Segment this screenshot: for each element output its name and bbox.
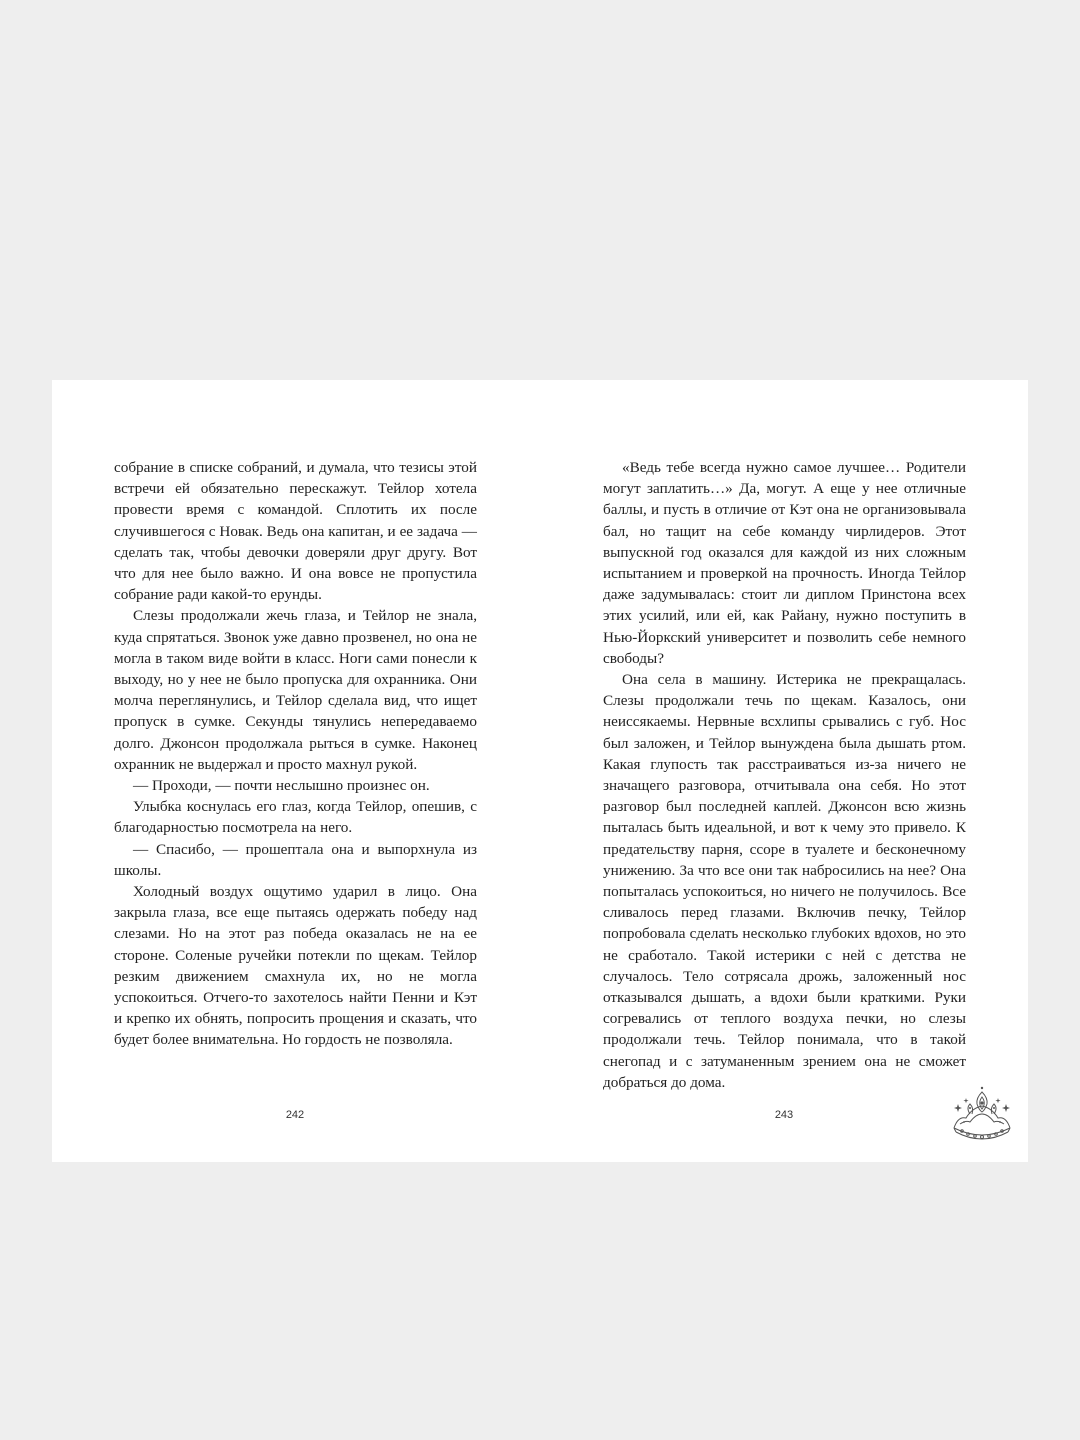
paragraph: Она села в машину. Истерика не прекращалась. Слезы продолжали течь по щекам. Казалось, они неиссякаемы. Нервные всхлипы срывались с губ. Нос был заложен, и Тейлор вынуждена была дышать ртом. Какая глупость так расстраиваться из-за ничего не значащего разговора, отчитывала она себя. Но этот разговор был последней каплей. Джонсон всю жизнь пыталась быть идеальной, и вот к чему это привело. К предательству парня, ссоре в туалете и бесконечному унижению. За что все они так набросились на нее? Она попыталась успокоиться, но ничего не получилось. Все сливалось перед глазами. Включив печку, Тейлор попробовала сделать несколько глубоких вдохов, но это не сработало. Такой истерики с ней с детства не случалось. Тело сотрясала дрожь, заложенный нос отказывался дышать, а вдохи были краткими. Руки согревались от теплого воздуха печки, но слезы продолжали течь. Тейлор понимала, что в такой снегопад и с затуманенным зрением она не сможет добраться до дома. [603,671,966,1091]
page-number-right: 243 [774,1109,794,1121]
right-page-text [603,457,966,1093]
paragraph: Слезы продолжали жечь глаза, и Тейлор не знала, куда спрятаться. Звонок уже давно прозвенел, но она не могла в таком виде войти в класс. Ноги сами понесли к выходу, но у нее не было пропуска для охранника. Они молча переглянулись, и Тейлор сделала вид, что ищет пропуск в сумке. Секунды тянулись непередаваемо долго. Джонсон продолжала рыться в сумке. Наконец охранник не выдержал и просто махнул рукой. [114,607,477,773]
paragraph: — Спасибо, — прошептала она и выпорхнула из школы. [114,840,477,879]
left-page-text [114,457,477,1051]
paragraph: Улыбка коснулась его глаз, когда Тейлор, опешив, с благодарностью посмотрела на него. [114,798,477,837]
paragraph: — Проходи, — почти неслышно произнес он. [133,777,430,795]
book-spread [52,380,1028,1162]
paragraph: «Ведь тебе всегда нужно самое лучшее… Родители могут заплатить…» Да, могут. А еще у нее отличные баллы, и пусть в отличие от Кэт она не организовывала бал, но тащит на себе команду чирлидеров. Этот выпускной год оказался для каждой из них сложным испытанием и проверкой на прочность. Иногда Тейлор даже задумывалась: стоит ли диплом Принстона всех этих усилий, или ей, как Райану, нужно поступить в Нью-Йоркский университет и позволить себе немного свободы? [603,459,966,667]
paragraph: собрание в списке собраний, и думала, что тезисы этой встречи ей обязательно перескажут. Тейлор хотела провести время с командой. Сплотить их после случившегося с Новак. Ведь она капитан, и ее задача — сделать так, чтобы девочки доверяли друг другу. Вот что для нее было важно. И она вовсе не пропустила собрание ради какой-то ерунды. [114,459,477,604]
tiara-icon [948,1084,1016,1148]
page-number-left: 242 [285,1109,305,1121]
paragraph: Холодный воздух ощутимо ударил в лицо. Она закрыла глаза, все еще пытаясь одержать победу над слезами. Но на этот раз победа оказалась не на ее стороне. Соленые ручейки потекли по щекам. Тейлор резким движением смахнула их, но не могла успокоиться. Отчего-то захотелось найти Пенни и Кэт и крепко их обнять, попросить прощения и сказать, что будет более внимательна. Но гордость не позволяла. [114,883,477,1049]
